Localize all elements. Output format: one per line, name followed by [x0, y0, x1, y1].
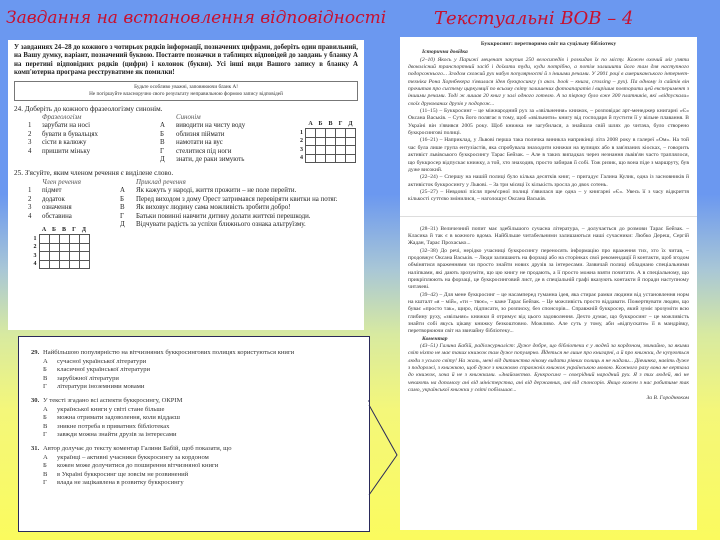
grid-cell[interactable] — [336, 146, 346, 155]
option-letter: А — [43, 405, 48, 413]
answer-option: сучасної української літератури — [57, 357, 147, 365]
grid-cell[interactable] — [326, 154, 336, 163]
grid-col-label: Г — [338, 121, 343, 128]
grid-cell[interactable] — [336, 137, 346, 146]
grid-cell[interactable] — [69, 243, 79, 252]
grid-row-label: 4 — [33, 261, 37, 268]
notice-line-1: Будьте особливо уважні, заповнюючи бланк А! — [134, 83, 238, 90]
grid-cell[interactable] — [59, 252, 69, 261]
grid-col-label: А — [308, 121, 313, 128]
answer-option: в Україні буккросинг ще зовсім не розвинений — [57, 470, 189, 478]
answer-option: зникне потреба в приватних бібліотеках — [57, 422, 170, 430]
grid-cell[interactable] — [39, 252, 49, 261]
grid-cell[interactable] — [79, 243, 89, 252]
example-sentence: Батьки повинні навчити дитину долати життєві перешкоди. — [136, 212, 311, 220]
comment-label: Коментар — [422, 335, 448, 342]
synonym-item: облизня піймати — [176, 130, 225, 138]
question-29 — [31, 349, 359, 392]
option-letter: Г — [120, 212, 124, 220]
grid-cell[interactable] — [316, 154, 326, 163]
option-letter: Б — [160, 130, 164, 138]
grid-cell[interactable] — [346, 146, 356, 155]
grid-cell[interactable] — [316, 146, 326, 155]
text-paragraph: (28–31) Величезний попит має здебільшого сучасна література, – долучається до розмови Тарас Бейзак. – Класика й так є в кожного вдома. Найбільше читабельними залишаються наші сучасники: Любко Дереш, Сергій Жадан, Тарас Прохасько... — [408, 225, 689, 247]
slide-title-left: Завдання на встановлення відповідності — [6, 8, 387, 28]
grid-cell[interactable] — [49, 243, 59, 252]
grid-cell[interactable] — [49, 260, 59, 269]
grid-row-label: 3 — [33, 252, 37, 259]
column-header-phraseologism: Фразеологізм — [42, 114, 82, 122]
grid-row-label: 2 — [300, 138, 303, 145]
answer-option: завжди можна знайти друзів за інтересами — [57, 431, 177, 439]
sentence-member-item: означення — [42, 204, 72, 212]
option-letter: А — [120, 187, 125, 195]
grid-cell[interactable] — [316, 129, 326, 138]
item-number: 3 — [28, 139, 32, 147]
option-letter: Б — [43, 414, 47, 422]
text-signature: За В. Городнюком — [646, 395, 689, 402]
reading-questions-box — [18, 336, 370, 532]
page-divider — [400, 216, 697, 226]
text-title: Буккросинг: перетворимо світ на суцільну бібліотеку — [480, 41, 617, 47]
option-letter: В — [43, 374, 48, 382]
column-header-sentence-member: Член речення — [42, 178, 81, 186]
example-sentence: Як виховує людину сама можливість зробити добро! — [136, 204, 291, 212]
option-letter: А — [43, 357, 48, 365]
sentence-member-item: додаток — [42, 195, 65, 203]
option-letter: А — [160, 122, 165, 130]
question-24 — [14, 105, 358, 165]
question-25-title: 25. З'ясуйте, яким членом речення є виділене слово. — [14, 169, 174, 178]
answer-option: української книги у світі стане більше — [57, 405, 165, 413]
option-letter: В — [43, 470, 48, 478]
option-letter: В — [43, 422, 48, 430]
phraseologism-item: пришити міньку — [42, 147, 91, 155]
grid-cell[interactable] — [59, 235, 69, 244]
question-text: Автор долучає до тексту коментар Галини Бабій, щоб показати, що — [43, 444, 232, 452]
grid-cell[interactable] — [346, 137, 356, 146]
answer-grid-24 — [297, 120, 357, 163]
slide-title-right: Текстуальні ВОВ – 4 — [434, 8, 634, 29]
grid-row-label: 3 — [300, 146, 303, 153]
item-number: 2 — [28, 130, 32, 138]
option-letter: Д — [160, 156, 165, 164]
grid-col-label: Б — [52, 226, 56, 233]
grid-cell[interactable] — [49, 235, 59, 244]
answer-option: влада не зацікавлена в розвитку буккросингу — [57, 479, 184, 487]
text-subtitle: Історична довідка — [422, 49, 468, 56]
grid-cell[interactable] — [346, 129, 356, 138]
column-header-synonym: Синонім — [176, 114, 201, 122]
text-paragraph: (39–42) – Для мене буккросинг – це насамперед гуманна ідея, яка стирає рамки людини від установлення норм на кшталт «я – мій», «ти – твоє», – каже Тарас Бейзак. – Це можливість просто віддавати. Пожертвувати людям, що буває «просто так», щиро, підписати, зо розписку, без спонсорів... Справжній буккросер, який зуміє зрозуміти всю глибину руху, «звільняє» книжки й отримує від цього задоволення. Дехто думає, що буккросинг – це можливість знайти собі якусь цікаву книжку безкоштовно. Можливо. Але суть у тому, аби «відпускати» її в мандрівку, перетворюючи світ на звичайну бібліотеку... — [408, 291, 689, 335]
phraseologism-item: зарубати на носі — [42, 122, 91, 130]
example-sentence: Відчувати радість за успіхи ближнього ознака альтруїзму. — [136, 220, 306, 228]
grid-col-label: В — [328, 121, 333, 128]
grid-cell[interactable] — [306, 146, 316, 155]
grid-cell[interactable] — [59, 260, 69, 269]
grid-cell[interactable] — [39, 243, 49, 252]
synonym-item: намотати на вус — [176, 139, 223, 147]
grid-cell[interactable] — [326, 129, 336, 138]
question-text: Найбільшою популярністю на вітчизняних буккросингових полицях користуються книги — [43, 349, 295, 356]
comment-paragraph: (43–51) Галина Бабій, радіожурналіст: Дуже добре, що бібліотеки є у людей за кордоном, звичайно, за якими світ ніхто не має таких книжок там дуже популярно. Йдеться не лише про книгарні, а й про книжки, де купуються люди з усього світу! На жаль, мені від дитинства нікому видати рівних полиць я не надали... Дівчинка, навіть дуже з подорожі, з книжкою, щоб дуже з книжкою справжніх книжок українською мовою. Кожного разу вона не вертала до книжок, хоча й не з книжками. «Знайомство. Буккросинг – своєрідний народний рух. Я з тих людей, які не чекають на допомогу ані від міністерства, ані від державних, ані від спонсорів. Якщо кожен з нас робитиме так само, української книжки у світі побільшає... — [408, 343, 689, 394]
grid-cell[interactable] — [69, 252, 79, 261]
option-letter: Б — [43, 462, 47, 470]
phraseologism-item: бувати в бувальцях — [42, 130, 98, 138]
question-30 — [31, 397, 359, 440]
option-letter: А — [43, 453, 48, 461]
example-sentence: Як кажуть у народі, життя прожити – не поле перейти. — [136, 187, 297, 195]
option-letter: Д — [120, 220, 125, 228]
grid-cell[interactable] — [306, 154, 316, 163]
sentence-member-item: підмет — [42, 187, 62, 195]
grid-col-label: Д — [348, 121, 353, 128]
option-letter: Г — [43, 479, 47, 487]
notice-box — [14, 81, 358, 101]
grid-cell[interactable] — [326, 137, 336, 146]
question-number: 31. — [31, 444, 40, 452]
grid-row-label: 1 — [300, 129, 303, 136]
column-header-example: Приклад речення — [136, 178, 186, 186]
answer-option: класичної української літератури — [57, 366, 151, 374]
option-letter: Г — [43, 383, 47, 391]
grid-col-label: В — [61, 226, 66, 233]
text-paragraph: (16–21) – Наприклад, у Львові перша така поличка виникла наприкінці літа 2008 року в галереї «Ом». На той час була лише група ентузіастів, яка спробувала знаходити книжки на вулицях або в зав'язаних кіосках, – говорить активіст львівського буккросингу Тарас Бейзак. – Але в таких випадках через незнання львів'ян часто траплялося, що буккросер відпускає книжку, а той, хто знаходив, просто забирав її собі. Тож ризик, що вона піде з маршруту, був дуже високий. — [408, 137, 689, 173]
grid-cell[interactable] — [79, 235, 89, 244]
grid-cell[interactable] — [79, 252, 89, 261]
grid-cell[interactable] — [346, 154, 356, 163]
option-letter: В — [120, 204, 125, 212]
text-paragraph: (32–38) До речі, нерідко учасниці буккросингу переносять інформацію про враження тих, хто їх читав, – продовжує Оксана Васьків. – Люди залишають на форзаці або на сторінках свої рекомендації й контакти, щоб згодом обмінятися враженнями чи просто знайти нових друзів за інтересами. Зазвичай полиці обладнано спеціальними наліпками, які дають зрозуміти, що цю книгу не продають, а її просто можна взяти почитати. А в спеціальному, що прикріплюють на форзаці, це буккросинговий лист, де в спеціальній графі вказують контакти й поради наступному читачеві. — [408, 247, 689, 291]
phraseologism-item: сісти в калюжу — [42, 139, 87, 147]
synonym-item: стелитися під ноги — [176, 147, 232, 155]
question-text: У тексті згадано всі аспекти буккросингу, ОКРІМ — [43, 396, 183, 404]
grid-col-label: Г — [72, 226, 76, 233]
grid-cell[interactable] — [39, 235, 49, 244]
option-letter: Б — [120, 195, 124, 203]
question-number: 30. — [31, 396, 40, 404]
answer-option: можна отримати задоволення, коли віддаєш — [57, 414, 181, 422]
example-sentence: Перед виходом з дому Орест затримався перевіряти квитки на потяг. — [136, 195, 338, 203]
text-paragraph: (2–10) Якось у Парижі меценат закупив 250 велосипедів і розкидав їх по місту. Кожен охочий міг узяти двоколісний транспортний засіб і доїхати туди, куди потрібно, а потім залишити його там для наступного подорожнього... Згодом схожий рух набув популярності й з іншими речами. У 2001 році в американського інтернет-техніка Рона Хорнбекера з'явилася ідея буккросингу (з англ. book – книга, crossing – рух). Па одному із сайтів він прочитав про систему циркуляції по всьому світу залишених фотоапаратів і вирішив повторити цей експеримент з іншими речами. Тоді ж лишав 20 книг у залі одного готелю. А за півроку було вже 300 платників, які «відпускали» своїх друкованих друзів у подорож... — [408, 56, 689, 107]
question-24-title: 24. Доберіть до кожного фразеологізму синонім. — [14, 104, 163, 113]
grid-cell[interactable] — [306, 129, 316, 138]
grid-cell[interactable] — [336, 129, 346, 138]
option-letter: Б — [43, 366, 47, 374]
grid-cell[interactable] — [49, 252, 59, 261]
option-letter: Г — [43, 431, 47, 439]
question-25 — [14, 169, 358, 269]
grid-cell[interactable] — [79, 260, 89, 269]
synonym-item: знати, де раки зимують — [176, 156, 245, 164]
answer-grid-25 — [30, 226, 90, 269]
grid-cell[interactable] — [39, 260, 49, 269]
answer-option: зарубіжної літератури — [57, 374, 119, 382]
notice-line-2: Не погіршуйте власноручно свого результату неправильною формою запису відповідей — [89, 90, 283, 97]
item-number: 1 — [28, 122, 32, 130]
instructions-text: У завданнях 24–28 до кожного з чотирьох рядків інформації, позначених цифрами, доберіть один правильний, на Вашу думку, варіант, позначений буквою. Поставте позначки в таблицях відповідей до завдань у бланку А на перетині відповідних рядків (цифри) і колонок (букви). Усі інші види Вашого запису в бланку А комп'ютерна програма реєструватиме як помилки! — [14, 44, 358, 77]
grid-col-label: Д — [81, 226, 87, 233]
answer-option: українці – активні учасники буккросингу за кордоном — [57, 453, 209, 461]
text-paragraph: (22–24) – Спершу на нашій полиці було кілька десятків книг, – пригадує Галина Кулик, одна із засновників й активісток буккросингу у Львові. – За три місяці їх кількість зросла до двох сотень. — [408, 174, 689, 188]
grid-row-label: 4 — [300, 155, 303, 162]
answer-option: кожен може долучитися до поширення вітчизняної книги — [57, 462, 219, 470]
matching-tasks-sheet — [8, 40, 364, 330]
grid-col-label: Б — [318, 121, 323, 128]
grid-row-label: 2 — [33, 244, 37, 251]
grid-cell[interactable] — [336, 154, 346, 163]
grid-cell[interactable] — [306, 137, 316, 146]
synonym-item: виводити на чисту воду — [176, 122, 246, 130]
grid-cell[interactable] — [326, 146, 336, 155]
question-number: 29. — [31, 349, 40, 356]
source-text-sheet — [400, 37, 697, 530]
option-letter: В — [160, 139, 165, 147]
item-number: 2 — [28, 195, 32, 203]
text-paragraph: (11–15) – Буккросинг – це міжнародний рух за «звільнення» книжок, – розповідає арт-менеджер книгарні «Є» Оксана Васьків. – Суть його полягає в тому, щоб «звільнити» книгу від господаря й пустити її у вільне плавання. В Україні він з'явився 2005 року. Щоб книжка не загубилася, а знайшла свій шлях до читача, було створено буккросингові полиці. — [408, 108, 689, 137]
grid-col-label: А — [41, 226, 47, 233]
text-paragraph: (25–27) – Невдовзі після прем'єрної полиці з'явилася ще одна – у книгарні «Є». Увесь її з часу відкриття кількості суттєво змінилися, – наголошує Оксана Васьків. — [408, 188, 689, 203]
answer-option: літератури іноземними мовами — [57, 383, 145, 391]
item-number: 4 — [28, 212, 32, 220]
sentence-member-item: обставина — [42, 212, 72, 220]
grid-cell[interactable] — [316, 137, 326, 146]
grid-row-label: 1 — [33, 235, 37, 242]
grid-cell[interactable] — [69, 260, 79, 269]
item-number: 1 — [28, 187, 32, 195]
option-letter: Г — [160, 147, 164, 155]
grid-cell[interactable] — [69, 235, 79, 244]
item-number: 4 — [28, 147, 32, 155]
item-number: 3 — [28, 204, 32, 212]
grid-cell[interactable] — [59, 243, 69, 252]
question-31 — [31, 445, 359, 488]
